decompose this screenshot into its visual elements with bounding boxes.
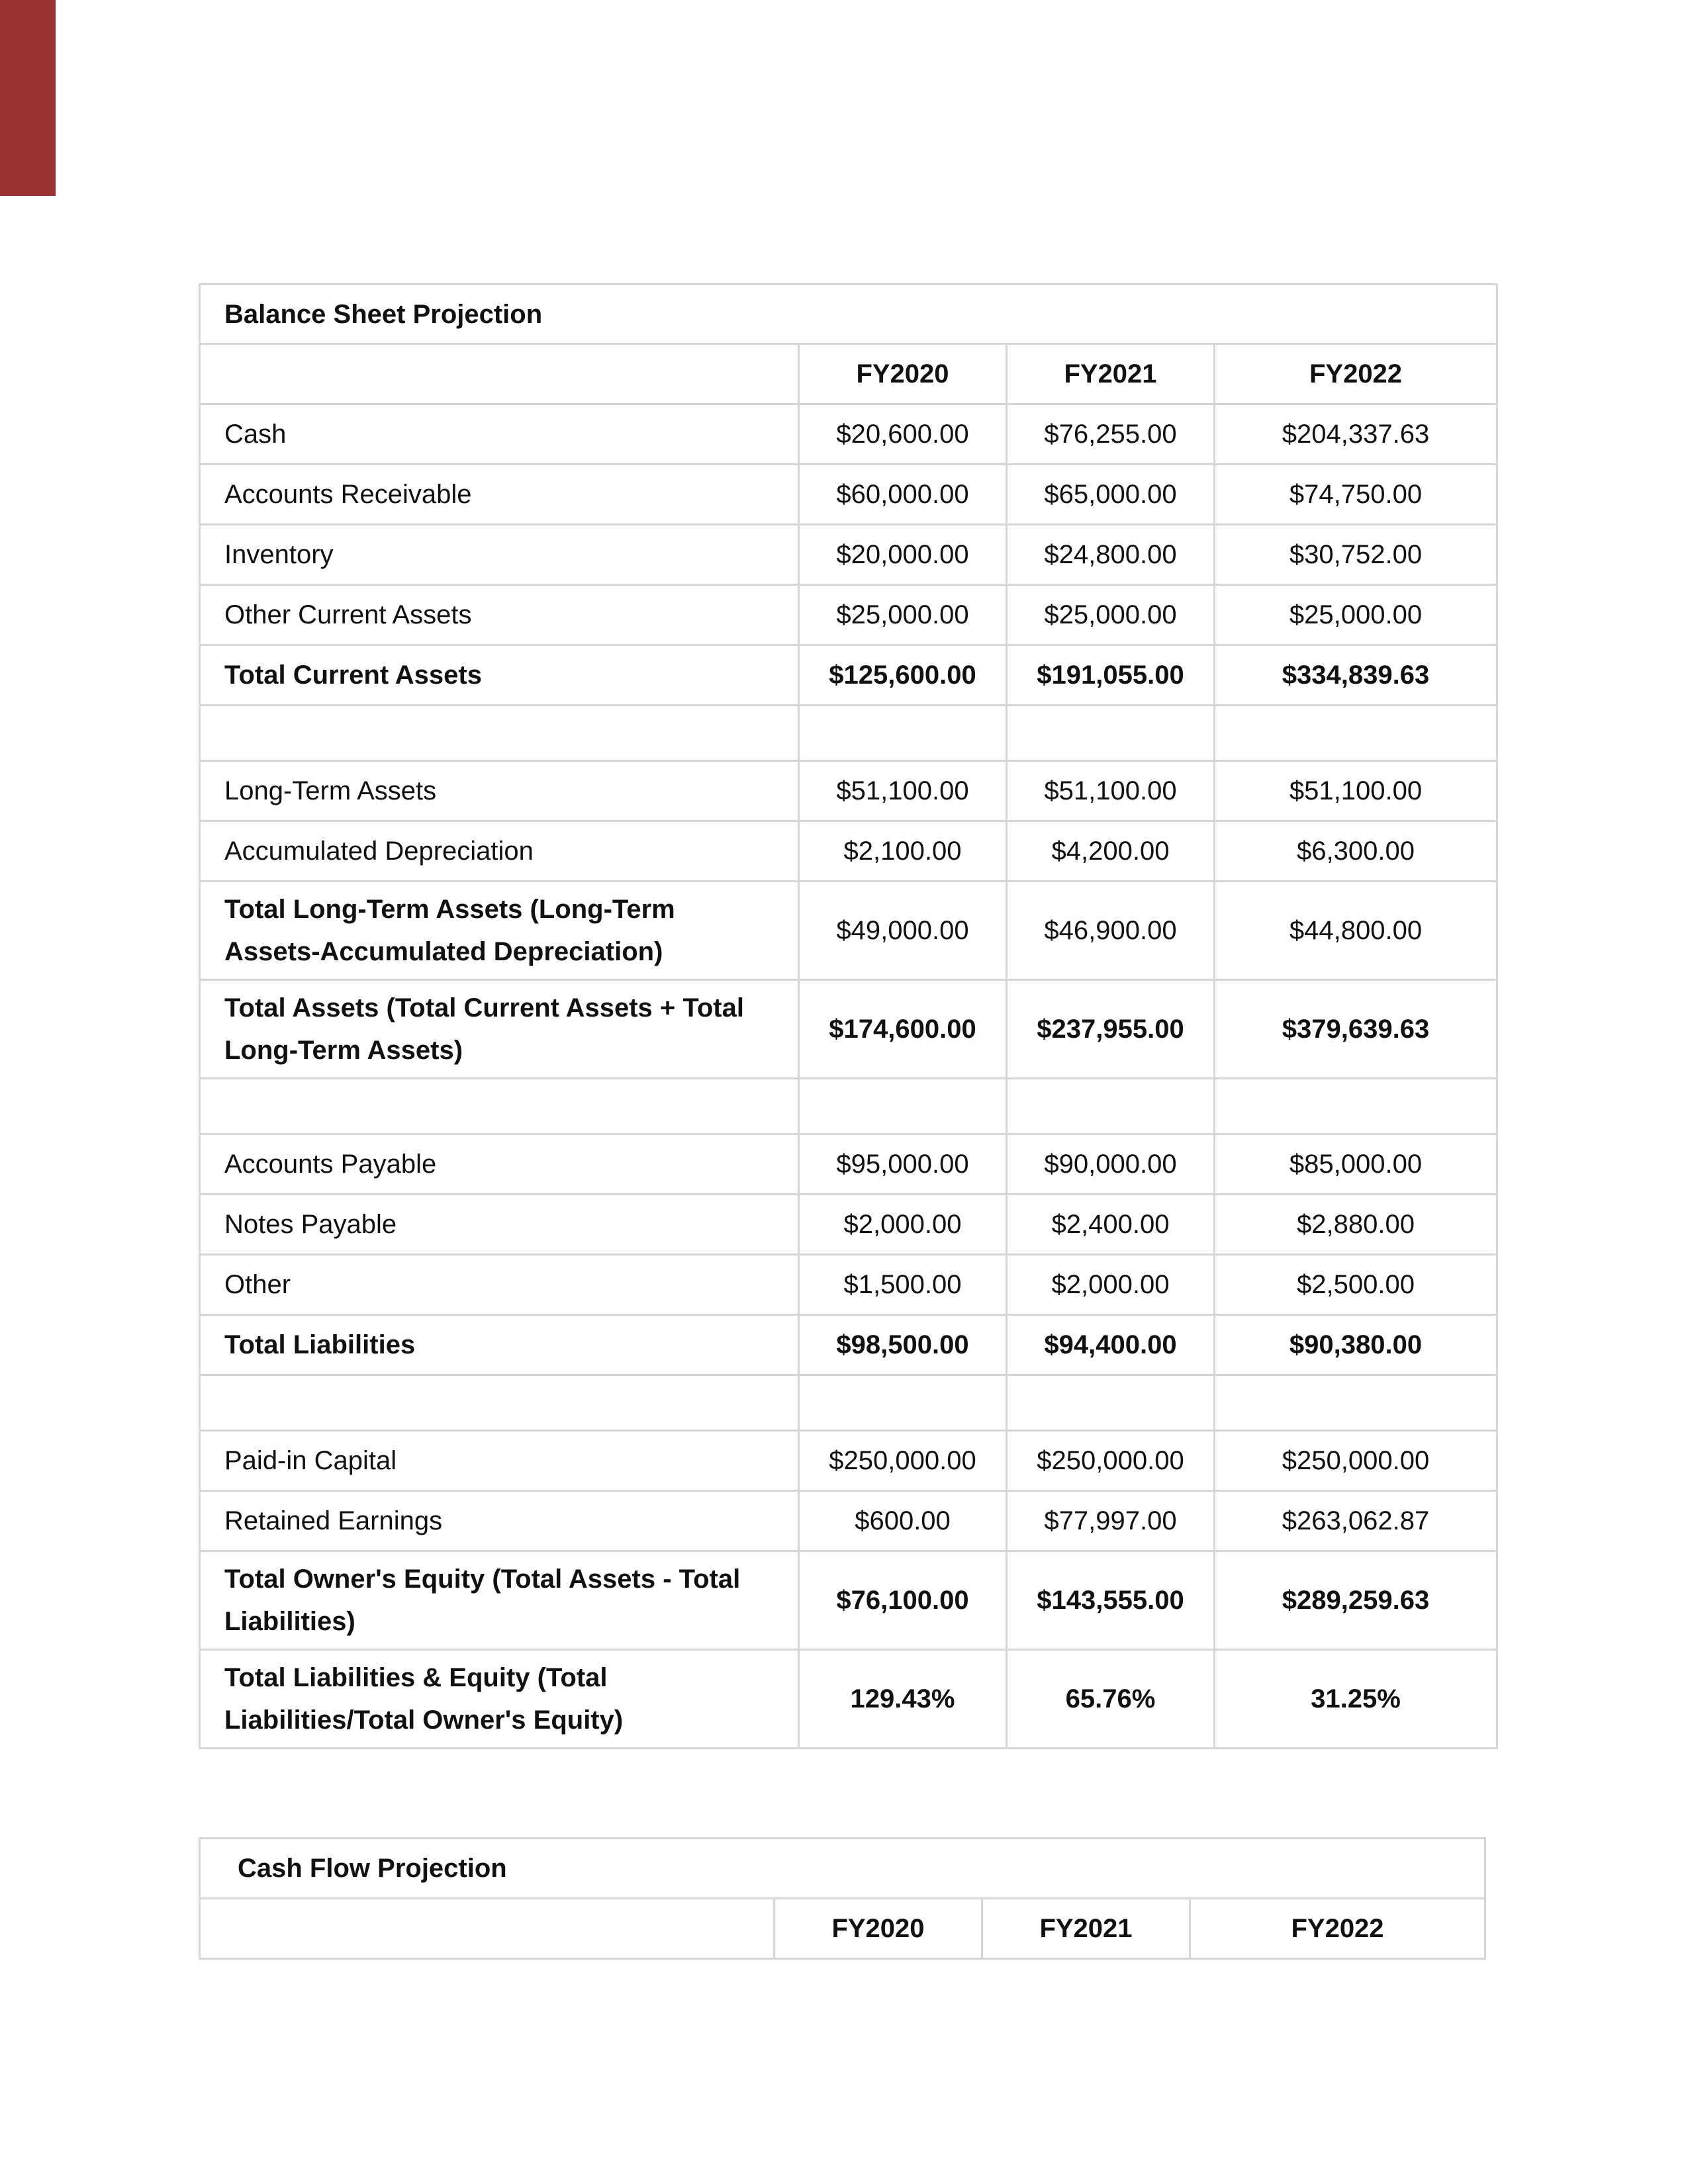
cell-fy2022: 31.25% [1215,1650,1497,1749]
cell-fy2021: 65.76% [1007,1650,1215,1749]
empty-cell [1007,1375,1215,1431]
cell-fy2022: $85,000.00 [1215,1134,1497,1195]
empty-cell [799,1079,1007,1134]
column-header-row [200,1899,1485,1959]
row-label: Total Assets (Total Current Assets + Total Long-Term Assets) [200,980,799,1079]
table-row [200,1195,1497,1255]
cell-fy2020: $174,600.00 [799,980,1007,1079]
column-header-fy2021: FY2021 [1007,344,1215,404]
cell-fy2020: $51,100.00 [799,761,1007,821]
cell-fy2020: $49,000.00 [799,882,1007,980]
column-header-fy2021: FY2021 [982,1899,1190,1959]
cell-fy2020: $25,000.00 [799,585,1007,645]
table-title-row [200,1839,1485,1899]
cell-fy2022: $2,500.00 [1215,1255,1497,1315]
row-label: Notes Payable [200,1195,799,1255]
cell-fy2021: $25,000.00 [1007,585,1215,645]
column-header-fy2020: FY2020 [799,344,1007,404]
row-label: Cash [200,404,799,465]
cell-fy2020: $2,100.00 [799,821,1007,882]
table-row-total [200,645,1497,705]
spacer-row [200,705,1497,761]
row-label: Accounts Payable [200,1134,799,1195]
empty-cell [799,1375,1007,1431]
cell-fy2021: $191,055.00 [1007,645,1215,705]
cell-fy2020: $125,600.00 [799,645,1007,705]
cell-fy2022: $289,259.63 [1215,1551,1497,1650]
table-row [200,525,1497,585]
table-row [200,1255,1497,1315]
column-header-fy2020: FY2020 [774,1899,982,1959]
spacer-row [200,1079,1497,1134]
cell-fy2021: $90,000.00 [1007,1134,1215,1195]
cash-flow-table [199,1837,1486,1960]
cell-fy2020: $98,500.00 [799,1315,1007,1375]
table-row-total [200,1650,1497,1749]
cell-fy2022: $263,062.87 [1215,1491,1497,1551]
table-row [200,404,1497,465]
row-label: Total Liabilities [200,1315,799,1375]
table-title-row [200,285,1497,344]
balance-sheet-table [199,283,1498,1749]
empty-cell [1007,1079,1215,1134]
row-label: Long-Term Assets [200,761,799,821]
cell-fy2021: $143,555.00 [1007,1551,1215,1650]
empty-cell [200,1079,799,1134]
table-row [200,1431,1497,1491]
empty-cell [1007,705,1215,761]
cell-fy2022: $44,800.00 [1215,882,1497,980]
table-row [200,1134,1497,1195]
row-label: Paid-in Capital [200,1431,799,1491]
table-row-total [200,980,1497,1079]
cell-fy2020: $600.00 [799,1491,1007,1551]
cell-fy2021: $94,400.00 [1007,1315,1215,1375]
column-header-row [200,344,1497,404]
row-label: Other Current Assets [200,585,799,645]
cell-fy2021: $24,800.00 [1007,525,1215,585]
row-label: Accounts Receivable [200,465,799,525]
empty-cell [1215,705,1497,761]
cell-fy2021: $76,255.00 [1007,404,1215,465]
cell-fy2020: 129.43% [799,1650,1007,1749]
cell-fy2021: $2,000.00 [1007,1255,1215,1315]
cell-fy2022: $74,750.00 [1215,465,1497,525]
row-label: Total Long-Term Assets (Long-Term Assets-Accumulated Depreciation) [200,882,799,980]
cell-fy2021: $2,400.00 [1007,1195,1215,1255]
empty-cell [1215,1079,1497,1134]
cell-fy2020: $2,000.00 [799,1195,1007,1255]
table-row [200,585,1497,645]
cell-fy2022: $90,380.00 [1215,1315,1497,1375]
table-row [200,1491,1497,1551]
cell-fy2021: $46,900.00 [1007,882,1215,980]
empty-cell [799,705,1007,761]
table-title: Balance Sheet Projection [200,285,1497,344]
row-label: Retained Earnings [200,1491,799,1551]
cell-fy2020: $20,600.00 [799,404,1007,465]
column-header-fy2022: FY2022 [1190,1899,1485,1959]
row-label: Accumulated Depreciation [200,821,799,882]
row-label: Total Current Assets [200,645,799,705]
cell-fy2021: $77,997.00 [1007,1491,1215,1551]
row-label: Other [200,1255,799,1315]
cell-fy2020: $76,100.00 [799,1551,1007,1650]
row-label: Total Liabilities & Equity (Total Liabilities/Total Owner's Equity) [200,1650,799,1749]
cell-fy2020: $250,000.00 [799,1431,1007,1491]
header-blank-cell [200,344,799,404]
table-row [200,821,1497,882]
cell-fy2021: $4,200.00 [1007,821,1215,882]
row-label: Inventory [200,525,799,585]
cell-fy2021: $237,955.00 [1007,980,1215,1079]
cell-fy2021: $250,000.00 [1007,1431,1215,1491]
cell-fy2022: $51,100.00 [1215,761,1497,821]
corner-accent-bar [0,0,56,196]
empty-cell [200,1375,799,1431]
cell-fy2022: $6,300.00 [1215,821,1497,882]
cell-fy2022: $250,000.00 [1215,1431,1497,1491]
spacer-row [200,1375,1497,1431]
row-label: Total Owner's Equity (Total Assets - Total Liabilities) [200,1551,799,1650]
cell-fy2022: $204,337.63 [1215,404,1497,465]
table-row-total [200,882,1497,980]
table-row-total [200,1315,1497,1375]
empty-cell [1215,1375,1497,1431]
empty-cell [200,705,799,761]
table-row [200,465,1497,525]
cell-fy2020: $1,500.00 [799,1255,1007,1315]
table-row-total [200,1551,1497,1650]
cell-fy2020: $20,000.00 [799,525,1007,585]
cell-fy2022: $30,752.00 [1215,525,1497,585]
column-header-fy2022: FY2022 [1215,344,1497,404]
cell-fy2020: $60,000.00 [799,465,1007,525]
cell-fy2020: $95,000.00 [799,1134,1007,1195]
header-blank-cell [200,1899,774,1959]
cell-fy2021: $65,000.00 [1007,465,1215,525]
table-row [200,761,1497,821]
cell-fy2022: $334,839.63 [1215,645,1497,705]
cell-fy2021: $51,100.00 [1007,761,1215,821]
table-title: Cash Flow Projection [200,1839,1485,1899]
cell-fy2022: $379,639.63 [1215,980,1497,1079]
cell-fy2022: $2,880.00 [1215,1195,1497,1255]
cell-fy2022: $25,000.00 [1215,585,1497,645]
